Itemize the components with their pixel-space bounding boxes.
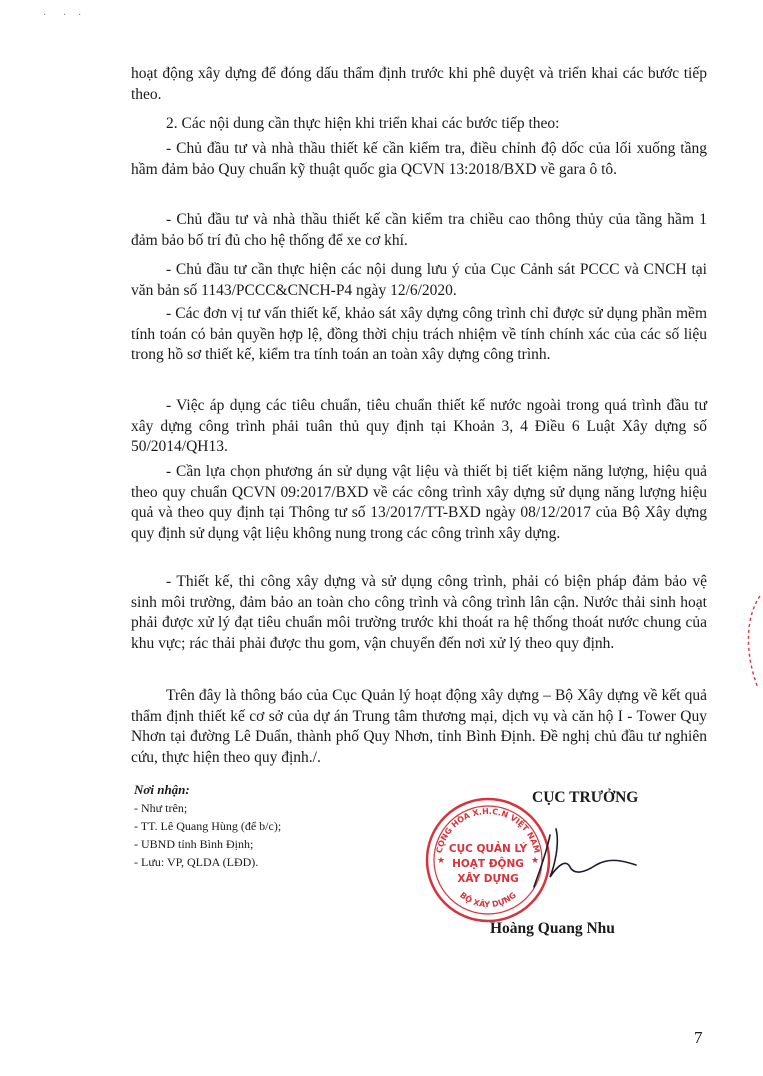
handwritten-signature [520, 815, 640, 895]
paragraph-fire-safety: - Chủ đầu tư cần thực hiện các nội dung lưu ý của Cục Cảnh sát PCCC và CNCH tại văn bản số 1143/PCCC&CNCH-P4 ngày 12/6/2020. [131, 261, 707, 299]
recipient-item: - UBND tỉnh Bình Định; [134, 837, 254, 851]
paragraph-ramp-slope: - Chủ đầu tư và nhà thầu thiết kế cần kiểm tra, điều chỉnh độ dốc của lối xuống tầng hầm đảm bảo Quy chuẩn kỹ thuật quốc gia QCVN 13:2018/BXD về gara ô tô. [131, 140, 707, 178]
recipient-item: - Như trên; [134, 801, 188, 815]
paragraph-closing: Trên đây là thông báo của Cục Quản lý hoạt động xây dựng – Bộ Xây dựng về kết quả thẩm định thiết kế cơ sở của dự án Trung tâm thương mại, dịch vụ và căn hộ I - Tower Quy Nhơn tại đường Lê Duẩn, thành phố Quy Nhơn, tỉnh Bình Định. Đề nghị chủ đầu tư nghiên cứu, thực hiện theo quy định./. [131, 687, 707, 766]
svg-text:★: ★ [531, 855, 540, 865]
signer-name: Hoàng Quang Nhu [490, 920, 615, 937]
svg-text:★: ★ [437, 855, 446, 865]
section-heading-2: 2. Các nội dung cần thực hiện khi triển khai các bước tiếp theo: [166, 115, 560, 132]
paragraph-standards: - Việc áp dụng các tiêu chuẩn, tiêu chuẩn thiết kế nước ngoài trong quá trình đầu tư xây dựng công trình phải tuân thủ quy định tại Khoản 3, 4 Điều 6 Luật Xây dựng số 50/2014/QH13. [131, 397, 707, 455]
svg-text:BỘ XÂY DỰNG: BỘ XÂY DỰNG [458, 890, 518, 910]
scan-artifact: · [78, 10, 82, 21]
paragraph-energy: - Cần lựa chọn phương án sử dụng vật liệu và thiết bị tiết kiệm năng lượng, hiệu quả theo quy chuẩn QCVN 09:2017/BXD về các công trình xây dựng sử dụng năng lượng hiệu quả và theo quy định tại Thông tư số 13/2017/TT-BXD ngày 08/12/2017 của Bộ Xây dựng quy định sử dụng vật liệu không nung trong các công trình xây dựng. [131, 463, 707, 542]
adjacent-seal-edge [738, 592, 763, 692]
scan-artifact: · [43, 10, 47, 21]
page-number: 7 [694, 1028, 703, 1047]
signer-title: CỤC TRƯỞNG [532, 789, 639, 806]
recipients-block [134, 781, 281, 871]
recipients-heading: Nơi nhận: [134, 782, 190, 797]
paragraph-continuation: hoạt động xây dựng để đóng dấu thẩm định trước khi phê duyệt và triển khai các bước tiếp theo. [131, 65, 707, 103]
paragraph-basement-height: - Chủ đầu tư và nhà thầu thiết kế cần kiểm tra chiều cao thông thủy của tầng hầm 1 đảm bảo bố trí đủ cho hệ thống để xe cơ khí. [131, 211, 707, 249]
recipient-item: - TT. Lê Quang Hùng (để b/c); [134, 819, 282, 833]
paragraph-software: - Các đơn vị tư vấn thiết kế, khảo sát xây dựng công trình chỉ được sử dụng phần mềm tính toán có bản quyền hợp lệ, đồng thời chịu trách nhiệm về tính chính xác của các số liệu trong hồ sơ thiết kế, kiểm tra tính toán an toàn xây dựng công trình. [131, 305, 707, 363]
paragraph-environment: - Thiết kế, thi công xây dựng và sử dụng công trình, phải có biện pháp đảm bảo vệ sinh môi trường, đảm bảo an toàn cho công trình và công trình lân cận. Nước thải sinh hoạt phải được xử lý đạt tiêu chuẩn môi trường trước khi thoát ra hệ thống thoát nước chung của khu vực; rác thải phải được thu gom, vận chuyển đến nơi xử lý theo quy định. [131, 573, 707, 652]
svg-text:HOẠT ĐỘNG: HOẠT ĐỘNG [452, 858, 524, 870]
svg-text:XÂY DỰNG: XÂY DỰNG [457, 873, 519, 885]
scan-artifact: · [63, 10, 67, 21]
recipient-item: - Lưu: VP, QLDA (LĐD). [134, 855, 259, 869]
svg-text:CỘNG HÒA X.H.C.N VIỆT NAM: CỘNG HÒA X.H.C.N VIỆT NAM [434, 806, 542, 854]
svg-text:CỤC QUẢN LÝ: CỤC QUẢN LÝ [448, 843, 528, 855]
